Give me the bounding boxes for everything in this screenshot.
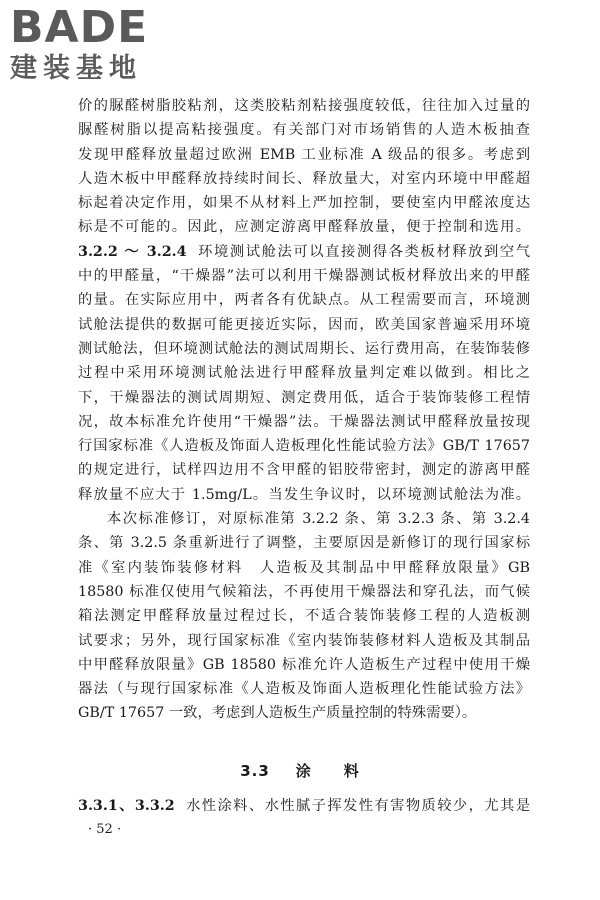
text-line: 器法（与现行国家标准《人造板及饰面人造板理化性能试验方法》 [78, 681, 530, 698]
text-line: 箱法测定甲醛释放量过程过长，不适合装饰装修工程的人造板测 [78, 608, 530, 625]
clause-first-line [78, 794, 530, 818]
text-line: GB/T 17657 一致，考虑到人造板生产质量控制的特殊需要）。 [78, 705, 477, 722]
brand-logo [10, 2, 210, 92]
text-line: 脲醛树脂以提高粘接强度。有关部门对市场销售的人造木板抽查 [78, 122, 530, 139]
clause-text: 环境测试舱法可以直接测得各类板材释放到空气 [196, 243, 530, 260]
text-line: 的规定进行，试样四边用不含甲醛的铝胶带密封，测定的游离甲醛 [78, 462, 530, 479]
text-line: 中甲醛释放限量》GB 18580 标准允许人造板生产过程中使用干燥 [78, 656, 530, 673]
clause-first-line [78, 240, 530, 264]
section-number: 3.3 [240, 762, 270, 780]
clause-3-3-1 [78, 794, 530, 818]
text-line: 的量。在实际应用中，两者各有优缺点。从工程需要而言，环境测 [78, 292, 530, 309]
text-line: 人造木板中甲醛释放持续时间长、释放量大，对室内环境中甲醛超 [78, 170, 530, 187]
clause-text: 水性涂料、水性腻子挥发性有害物质较少，尤其是 [184, 798, 530, 814]
clause-number: 3.3.1、3.3.2 [78, 798, 175, 814]
text-line: 准《室内装饰装修材料 人造板及其制品中甲醛释放限量》GB [78, 559, 530, 576]
text-line: 测试舱法，但环境测试舱法的测试周期长、运行费用高，在装饰装修 [78, 340, 530, 357]
page-body [78, 94, 530, 726]
paragraph-revision [78, 507, 530, 726]
text-line: 行国家标准《人造板及饰面人造板理化性能试验方法》GB/T 17657 [78, 438, 530, 455]
text-line: 试要求；另外，现行国家标准《室内装饰装修材料人造板及其制品 [78, 632, 530, 649]
paragraph-1 [78, 94, 530, 240]
text-line: 况，故本标准允许使用“干燥器”法。干燥器法测试甲醛释放量按现 [78, 413, 530, 430]
text-line: 标起着决定作用，如果不从材料上严加控制，要使室内甲醛浓度达 [78, 195, 530, 212]
text-line: 过程中采用环境测试舱法进行甲醛释放量判定难以做到。相比之 [78, 365, 530, 382]
text-line: 价的脲醛树脂胶粘剂，这类胶粘剂粘接强度较低，往往加入过量的 [78, 98, 530, 114]
text-line: 试舱法提供的数据可能更接近实际，因而，欧美国家普遍采用环境 [78, 316, 530, 333]
page-number: · 52 · [88, 822, 122, 837]
text-line: 释放量不应大于 1.5mg/L。当发生争议时，以环境测试舱法为准。 [78, 486, 530, 503]
text-line: 条、第 3.2.5 条重新进行了调整，主要原因是新修订的现行国家标 [78, 535, 530, 552]
text-line: 标是不可能的。因此，应测定游离甲醛释放量，便于控制和选用。 [78, 219, 530, 236]
logo-subtitle: 建装基地 [10, 53, 142, 84]
clause-number: 3.2.2 ～ 3.2.4 [78, 243, 187, 260]
text-line: 下，干燥器法的测试周期短、测定费用低，适合于装饰装修工程情 [78, 389, 530, 406]
text-line: 发现甲醛释放量超过欧洲 EMB 工业标准 A 级品的很多。考虑到 [78, 146, 530, 163]
section-heading [0, 760, 600, 781]
text-line: 本次标准修订，对原标准第 3.2.2 条、第 3.2.3 条、第 3.2.4 [107, 511, 530, 528]
section-title: 涂 料 [295, 762, 360, 780]
logo-wordmark: BADE [10, 2, 149, 53]
text-line: 中的甲醛量，“干燥器”法可以利用干燥器测试板材释放出来的甲醛 [78, 268, 530, 285]
text-line: 18580 标准仅使用气候箱法，不再使用干燥器法和穿孔法，而气候 [78, 583, 530, 600]
clause-3-2-2 [78, 240, 530, 507]
